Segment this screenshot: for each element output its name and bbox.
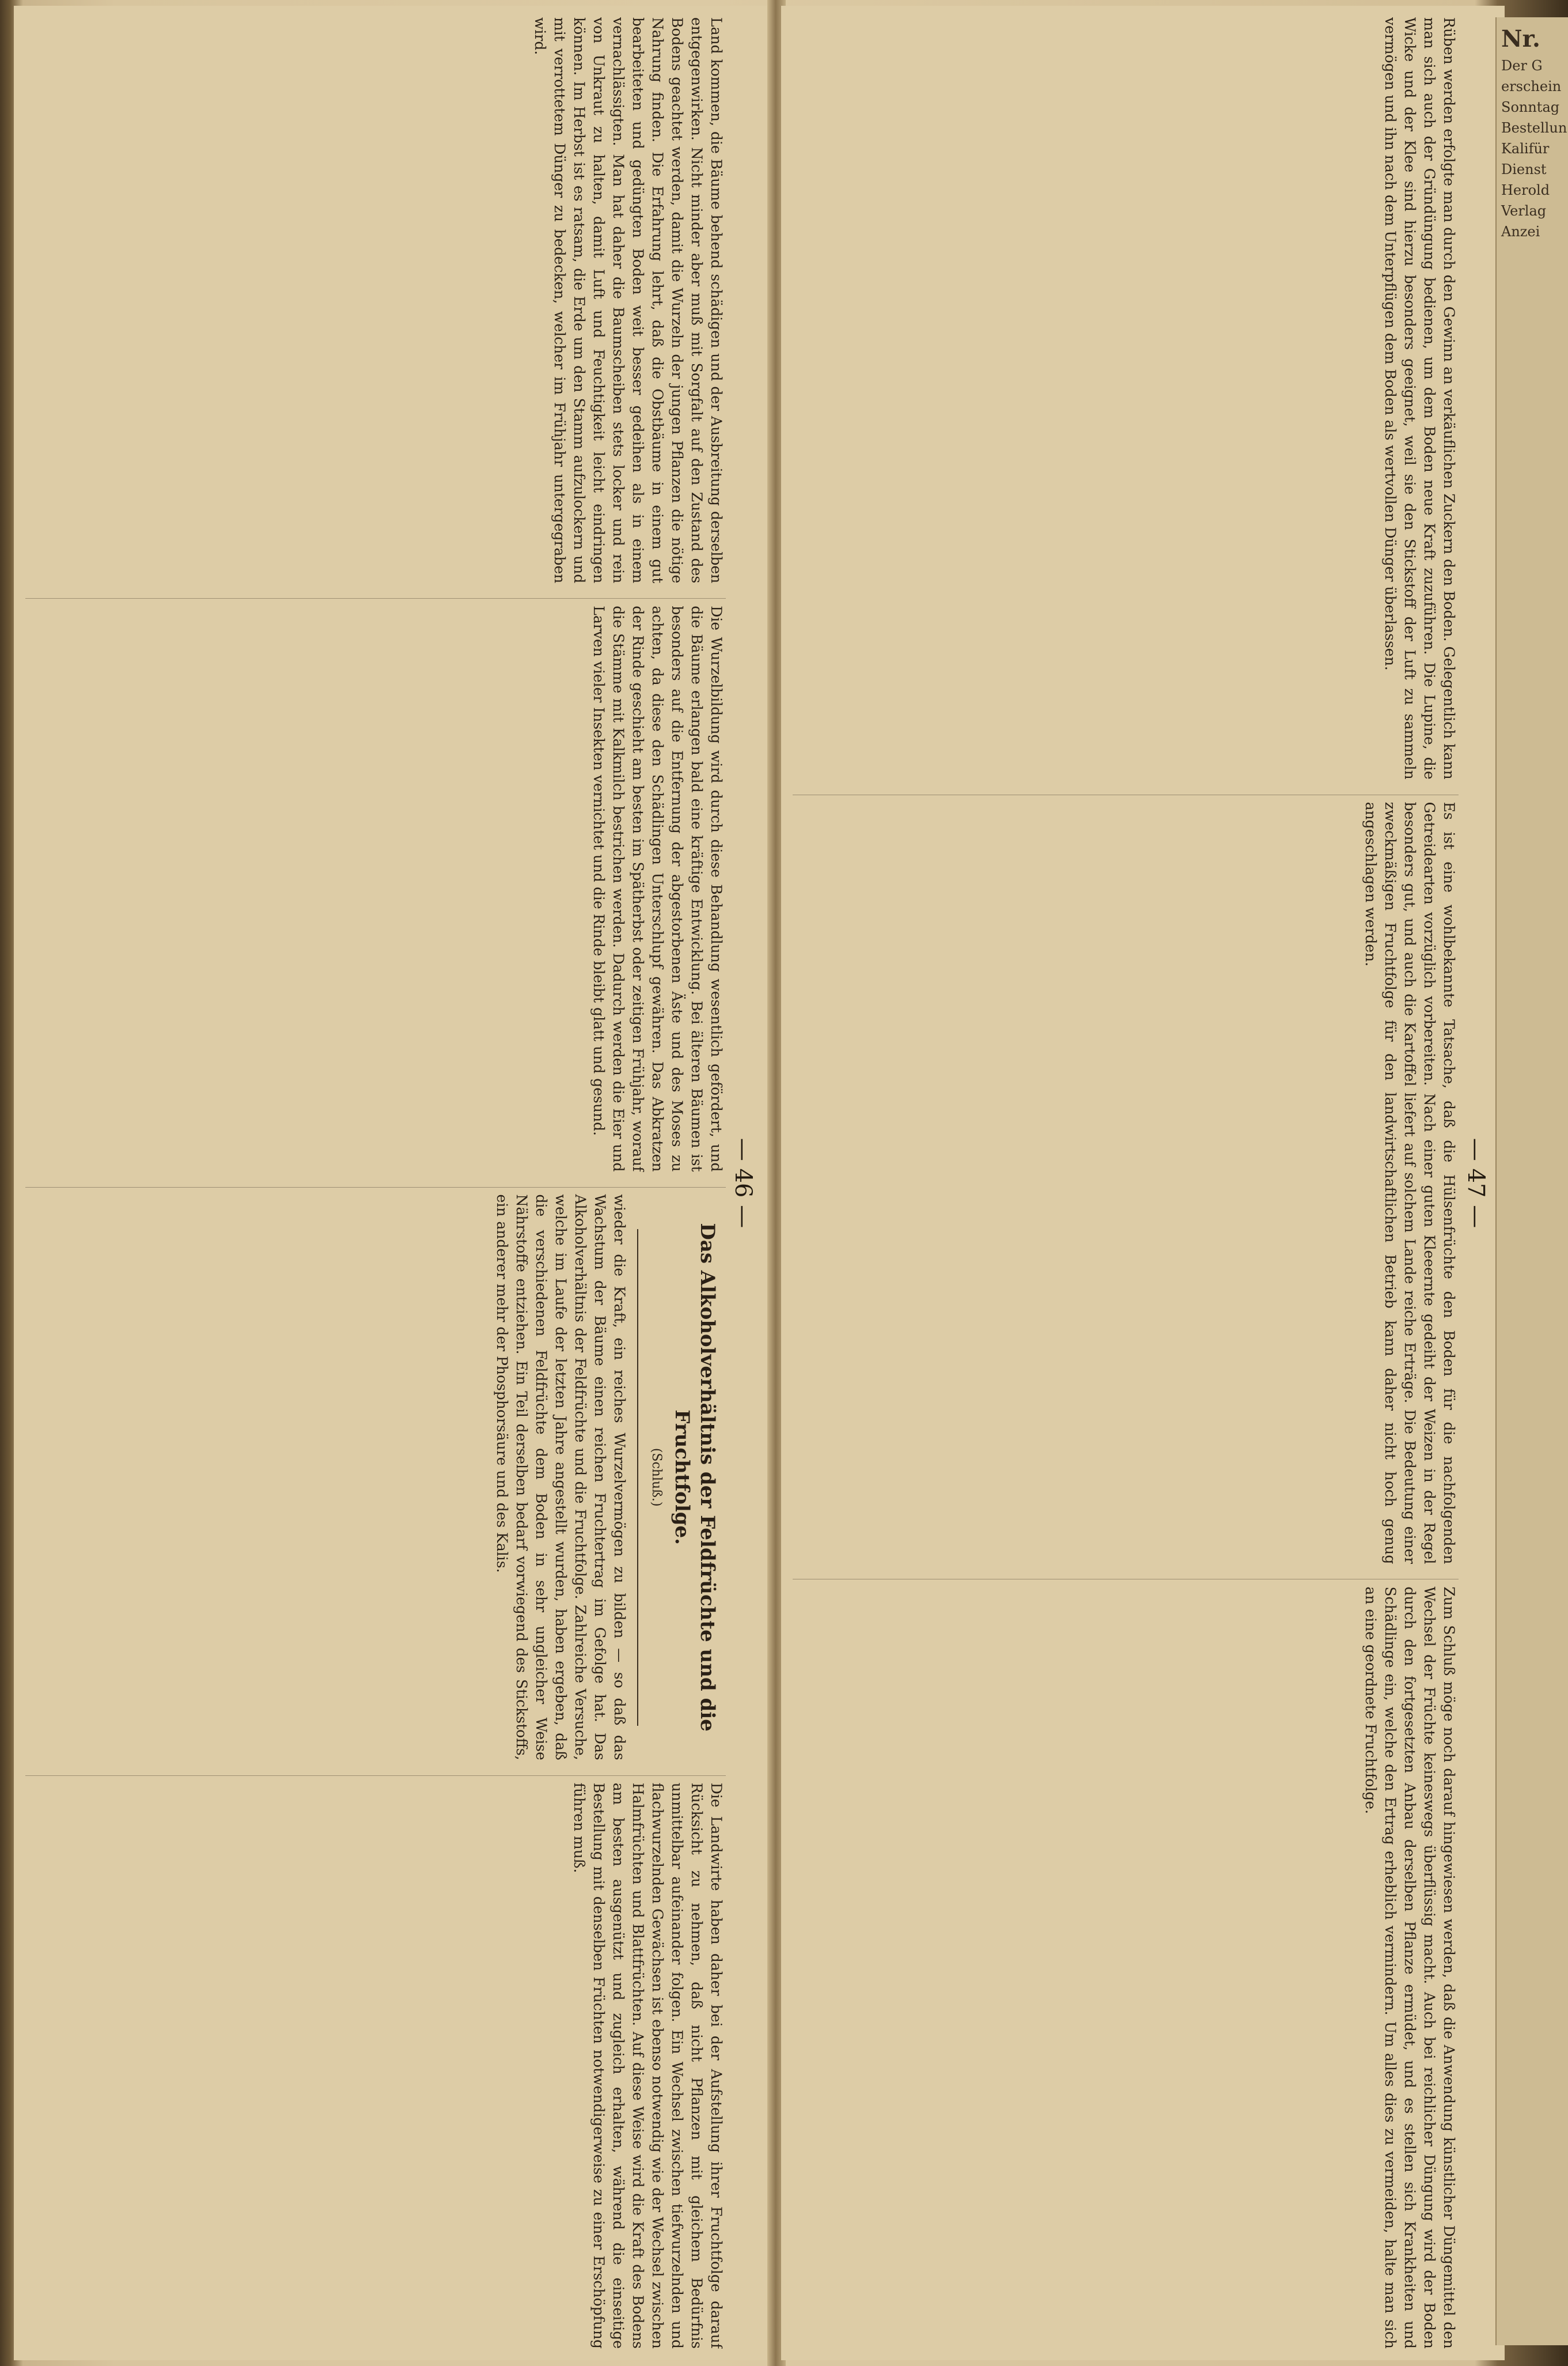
edge-line: Anzei: [1501, 224, 1540, 240]
edge-line: Sonntag: [1501, 99, 1560, 115]
left-page-content: [25, 17, 760, 2349]
title-rule: [637, 1229, 638, 1726]
right-column-3: Zum Schluß möge noch darauf hingewiesen werden, daß die Anwendung künstlicher Düngemittel den Wechsel der Früchte keineswegs überflüssig macht. Auch bei reichlicher Düngung wird der Boden durch den fortgesetzten Anbau derselben Pflanze ermüdet, und es stellen sich Krankheiten und Schädlinge ein, welche den Ertrag erheblich vermindern. Um alles dies zu vermeiden, halte man sich an eine geordnete Fruchtfolge.: [793, 1579, 1459, 2349]
right-column-2: Es ist eine wohlbekannte Tatsache, daß die Hülsenfrüchte den Boden für die nachfolgenden Getreidearten vorzüglich vorbereiten. Nach einer guten Kleeernte gedeiht der Weizen in der Regel besonders gut, und auch die Kartoffel liefert auf solchem Lande reiche Erträge. Die Bedeutung einer zweckmäßigen Fruchtfolge für den landwirtschaftlichen Betrieb kann daher nicht hoch genug angeschlagen werden.: [793, 795, 1459, 1564]
left-column-1: Land kommen, die Bäume behend schädigen und der Ausbreitung derselben entgegenwirken. Nicht minder aber muß mit Sorgfalt auf den Zustand des Bodens geachtet werden, damit die Wurzeln der jungen Pflanzen die nötige Nahrung finden. Die Erfahrung lehrt, daß die Obstbäume in einem gut bearbeiteten und gedüngten Boden weit besser gedeihen als in einem vernachlässigten. Man hat daher die Baumscheiben stets locker und rein von Unkraut zu halten, damit Luft und Feuchtigkeit leicht eindringen können. Im Herbst ist es ratsam, die Erde um den Stamm aufzulockern und mit verrottetem Dünger zu bedecken, welcher im Frühjahr untergegraben wird.: [532, 17, 725, 584]
left-column-3-text: wieder die Kraft, ein reiches Wurzelvermögen zu bilden — so daß das Wachstum der Bäume einen reichen Fruchtertrag im Gefolge hat. Das Alkoholverhältnis der Feldfrüchte und die Fruchtfolge. Zahlreiche Versuche, welche im Laufe der letzten Jahre angestellt wurden, haben ergeben, daß die verschiedenen Feldfrüchte dem Boden in sehr ungleicher Weise Nährstoffe entziehen. Ein Teil derselben bedarf vorwiegend des Stickstoffs, ein anderer mehr der Phosphorsäure und des Kalis.: [494, 1194, 628, 1760]
left-column-3: [25, 1187, 726, 1760]
right-page-content: [793, 17, 1493, 2349]
edge-line: Kalifür: [1501, 141, 1550, 157]
edge-line: Der G: [1501, 58, 1543, 74]
edge-line: Nr.: [1501, 25, 1540, 52]
article-title: Das Alkoholverhältnis der Feldfrüchte und die Fruchtfolge.: [671, 1223, 719, 1732]
article-subtitle: (Schluß.): [649, 1447, 664, 1507]
edge-line: Bestellun: [1501, 120, 1567, 136]
edge-line: Herold: [1501, 182, 1550, 198]
left-column-4: Die Landwirte haben daher bei der Aufstellung ihrer Fruchtfolge darauf Rücksicht zu nehmen, daß nicht Pflanzen mit gleichem Bedürfnis unmittelbar aufeinander folgen. Ein Wechsel zwischen tiefwurzelnden und flachwurzelnden Gewächsen ist ebenso notwendig wie der Wechsel zwischen Halmfrüchten und Blattfrüchten. Auf diese Weise wird die Kraft des Bodens am besten ausgenützt und zugleich erhalten, während die einseitige Bestellung mit denselben Früchten notwendigerweise zu einer Erschöpfung führen muß.: [25, 1775, 726, 2349]
right-columns: [793, 17, 1459, 2349]
left-column-2: Die Wurzelbildung wird durch diese Behandlung wesentlich gefördert, und die Bäume erlangen bald eine kräftige Entwicklung. Bei älteren Bäumen ist besonders auf die Entfernung der abgestorbenen Äste und des Moses zu achten, da diese den Schädlingen Unterschlupf gewähren. Das Abkratzen der Rinde geschieht am besten im Spätherbst oder zeitigen Frühjahr, worauf die Stämme mit Kalkmilch bestrichen werden. Dadurch werden die Eier und Larven vieler Insekten vernichtet und die Rinde bleibt glatt und gesund.: [25, 598, 726, 1171]
edge-line: Verlag: [1501, 203, 1547, 219]
right-column-1: Rüben werden erfolgte man durch den Gewinn an verkäuflichen Zuckern den Boden. Gelegentlich kann man sich auch der Gründüngung bedienen, um dem Boden neue Kraft zuzuführen. Die Lupine, die Wicke und der Klee sind hierzu besonders geeignet, weil sie den Stickstoff der Luft zu sammeln vermögen und ihn nach dem Unterpflügen dem Boden als wertvollen Dünger überlassen.: [1382, 17, 1457, 780]
left-page-number: — 46 —: [730, 1137, 756, 1229]
edge-line: Dienst: [1501, 161, 1547, 177]
right-page: [781, 6, 1505, 2360]
right-page-number: — 47 —: [1463, 1137, 1489, 1229]
next-page-edge: [1495, 17, 1568, 2345]
edge-line: erschein: [1501, 78, 1562, 95]
left-page: [14, 6, 772, 2360]
left-columns: [25, 17, 726, 2349]
next-page-edge-text: [1501, 23, 1565, 242]
